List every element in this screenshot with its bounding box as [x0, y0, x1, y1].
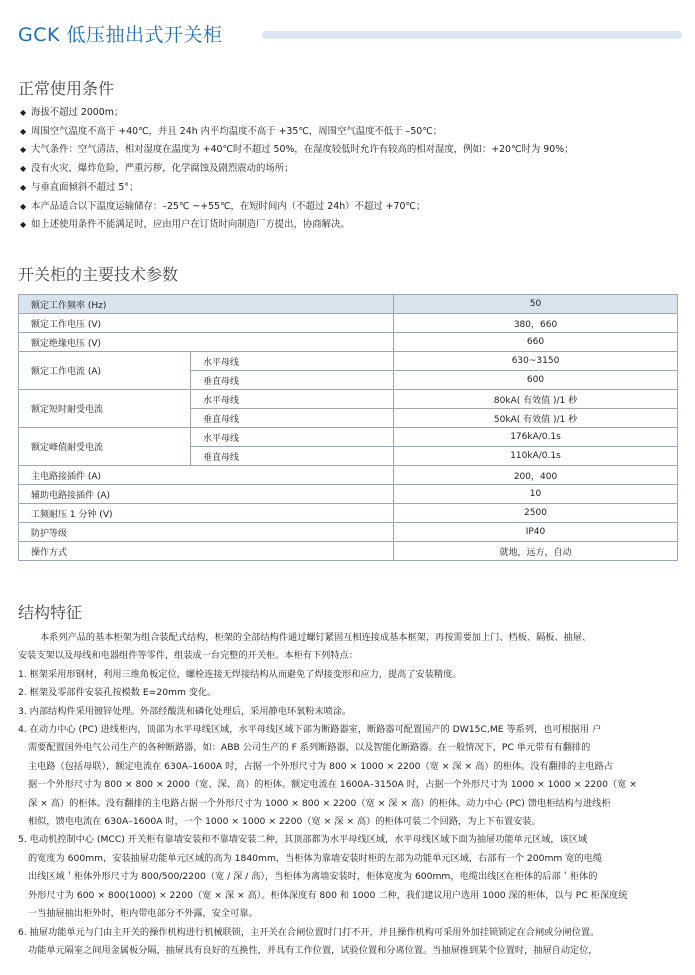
condition-text: 大气条件：空气清洁，相对湿度在温度为 +40℃时不超过 50%，在湿度较低时允许有较高的相对湿度，例如：+20℃时为 90%；: [31, 144, 574, 156]
spec-param-cell: 额定峰值耐受电流: [19, 428, 191, 466]
spec-value-cell: 2500: [394, 504, 678, 523]
spec-param-cell: 额定工作频率 (Hz): [19, 295, 394, 314]
table-row: [19, 390, 678, 409]
spec-param-cell: 额定短时耐受电流: [19, 390, 191, 428]
spec-sub-label-cell: 水平母线: [191, 428, 394, 447]
diamond-bullet-icon: ◆: [20, 126, 27, 136]
spec-sub-label-cell: 垂直母线: [191, 409, 394, 428]
structure-line: 据一个外形尺寸为 800 × 800 × 2000（宽、深、高）的柜体。额定电流在 1600A–3150A 时，占据一个外形尺寸为 1000 × 1000 × 2200（宽 ×: [28, 779, 637, 791]
diamond-bullet-icon: ◆: [20, 164, 27, 174]
condition-text: 周围空气温度不高于 +40℃，并且 24h 内平均温度不高于 +35℃，周围空气温度不低于 –50℃；: [31, 125, 443, 137]
table-row: [19, 523, 678, 542]
structure-line: 5. 电动机控制中心 (MCC) 开关柜有靠墙安装和不靠墙安装二种，其顶部都为水平母线区域，水平母线区域下面为抽屉功能单元区域，该区域: [18, 834, 588, 846]
spec-sub-label-cell: 水平母线: [191, 352, 394, 371]
structure-line: 深 × 高）的柜体。没有翻排的主电路占据一个外形尺寸为 1000 × 800 × 2200（宽 × 深 × 高）的柜体。动力中心 (PC) 馈电柜结构与进线柜: [28, 797, 611, 809]
structure-line: 6. 抽屉功能单元与门由主开关的操作机构进行机械联锁，主开关在合闸位置时门打不开，并且操作机构可采用外加挂锁锁定在合闸或分闸位置。: [18, 926, 600, 938]
table-row: [19, 428, 678, 447]
structure-line: 本系列产品的基本柜架为组合装配式结构，柜架的全部结构件通过螺钉紧固互相连接成基本框架，再按需要加上门、档板、隔板、抽屉、: [40, 632, 592, 643]
table-row: [19, 333, 678, 352]
structure-line: 功能单元隔室之间用金属板分隔，抽屉具有良好的互换性，并具有工作位置，试验位置和分离位置。当抽屉推到某个位置时，抽屉自动定位，: [28, 944, 598, 956]
spec-param-cell: 防护等级: [19, 523, 394, 542]
structure-line: 2. 框架及零部件安装孔按模数 E=20mm 变化。: [18, 687, 217, 699]
structure-line: 1. 框架采用形钢材，利用三维角板定位，螺栓连接无焊接结构从而避免了焊接变形和应力，提高了安装精度。: [18, 668, 462, 680]
spec-value-cell: 80kA( 有效值 )/1 秒: [394, 390, 678, 409]
structure-line: 安装支架以及母线和电器组件等零件，组装成一台完整的开关柜。本柜有下列特点：: [18, 650, 358, 662]
spec-value-cell: 10: [394, 485, 678, 504]
title-decor-bar: [262, 31, 682, 39]
condition-text: 如上述使用条件不能满足时，应由用户在订货时向制造厂方提出，协商解决。: [31, 219, 350, 231]
spec-param-cell: 主电路接插件 (A): [19, 466, 394, 485]
spec-param-cell: 额定工作电流 (A): [19, 352, 191, 390]
structure-line: 外形尺寸为 600 × 800(1000) × 2200（宽 × 深 × 高）。柜体深度有 800 和 1000 二种，我们建议用户选用 1000 深的柜体，以与 PC 柜深度统: [28, 889, 628, 901]
spec-param-cell: 操作方式: [19, 542, 394, 561]
spec-param-cell: 工频耐压 1 分钟 (V): [19, 504, 394, 523]
condition-item: [20, 198, 680, 217]
structure-line: 出线区域＇柜体外形尺寸为 800/500/2200（宽 / 深 / 高），当柜体为离墙安装时，柜体宽度为 600mm，电缆出线区在柜体的后部＇柜体的: [28, 871, 598, 883]
spec-value-cell: 660: [394, 333, 678, 352]
structure-line: 需要配置国外电气公司生产的各种断路器，如：ABB 公司生产的 F 系列断路器，以及智能化断路器。在一般情况下，PC 单元带有有翻排的: [28, 742, 591, 754]
spec-value-cell: 630~3150: [394, 352, 678, 371]
diamond-bullet-icon: ◆: [20, 220, 27, 230]
table-row: [19, 504, 678, 523]
condition-item: [20, 123, 680, 142]
spec-sub-label-cell: 垂直母线: [191, 447, 394, 466]
structure-line: 主电路（包括母联），额定电流在 630A–1600A 时，占据一个外形尺寸为 800 × 1000 × 2200（宽 × 深 × 高）的柜体。没有翻排的主电路占: [28, 760, 613, 772]
condition-item: [20, 104, 680, 123]
diamond-bullet-icon: ◆: [20, 201, 27, 211]
spec-value-cell: 176kA/0.1s: [394, 428, 678, 447]
table-row: [19, 314, 678, 333]
structure-line: 3. 内部结构件采用镀锌处理。外部经酸洗和磷化处理后，采用静电环氧粉末喷涂。: [18, 705, 352, 717]
diamond-bullet-icon: ◆: [20, 108, 27, 117]
diamond-bullet-icon: ◆: [20, 145, 27, 155]
condition-text: 与垂直面倾斜不超过 5°；: [31, 181, 139, 193]
spec-param-cell: 额定工作电压 (V): [19, 314, 394, 333]
spec-sub-label-cell: 垂直母线: [191, 371, 394, 390]
page-title: GCK 低压抽出式开关柜: [18, 24, 223, 46]
condition-item: [20, 141, 680, 160]
table-row: [19, 466, 678, 485]
condition-item: [20, 160, 680, 179]
conditions-list: [20, 104, 680, 235]
spec-table: [18, 294, 678, 561]
spec-value-cell: 50kA( 有效值 )/1 秒: [394, 409, 678, 428]
section-heading-conditions: 正常使用条件: [18, 79, 115, 98]
structure-text: [18, 629, 680, 960]
condition-text: 本产品适合以下温度运输储存：–25℃ ~+55℃，在短时间内（不超过 24h）不超过 +70℃；: [31, 200, 426, 212]
spec-param-cell: 辅助电路接插件 (A): [19, 485, 394, 504]
condition-item: [20, 179, 680, 198]
spec-value-cell: 110kA/0.1s: [394, 447, 678, 466]
section-heading-specs: 开关柜的主要技术参数: [18, 265, 179, 284]
condition-text: 海拔不超过 2000m；: [31, 107, 124, 118]
table-row: [19, 485, 678, 504]
table-row: [19, 542, 678, 561]
table-row: [19, 295, 678, 314]
condition-item: [20, 216, 680, 235]
diamond-bullet-icon: ◆: [20, 182, 27, 192]
structure-line: 相似，馈电电流在 630A–1600A 时，一个 1000 × 1000 × 2200（宽 × 深 × 高）的柜体可装二个回路，为上下布置安装。: [28, 816, 541, 828]
condition-text: 没有火灾，爆炸危险，严重污秽，化学腐蚀及剧烈震动的场所；: [31, 163, 294, 175]
spec-value-cell: 200，400: [394, 466, 678, 485]
spec-param-cell: 额定绝缘电压 (V): [19, 333, 394, 352]
spec-value-cell: IP40: [394, 523, 678, 542]
spec-value-cell: 就地，远方，自动: [394, 542, 678, 561]
spec-sub-label-cell: 水平母线: [191, 390, 394, 409]
table-row: [19, 352, 678, 371]
spec-value-cell: 50: [394, 295, 678, 314]
structure-line: 4. 在动力中心 (PC) 进线柜内，顶部为水平母线区域，水平母线区域下部为断路器室，断路器可配置国产的 DW15C,ME 等系列，也可根据用 户: [18, 724, 602, 736]
spec-value-cell: 600: [394, 371, 678, 390]
section-heading-structure: 结构特征: [18, 603, 83, 622]
structure-line: 的宽度为 600mm，安装抽屉功能单元区域的高为 1840mm，当柜体为靠墙安装时柜的左部为功能单元区域，右部有一个 200mm 宽的电缆: [28, 852, 603, 864]
spec-value-cell: 380，660: [394, 314, 678, 333]
structure-line: 一当抽屉抽出柜外时，柜内带电部分不外露，安全可靠。: [28, 908, 258, 920]
